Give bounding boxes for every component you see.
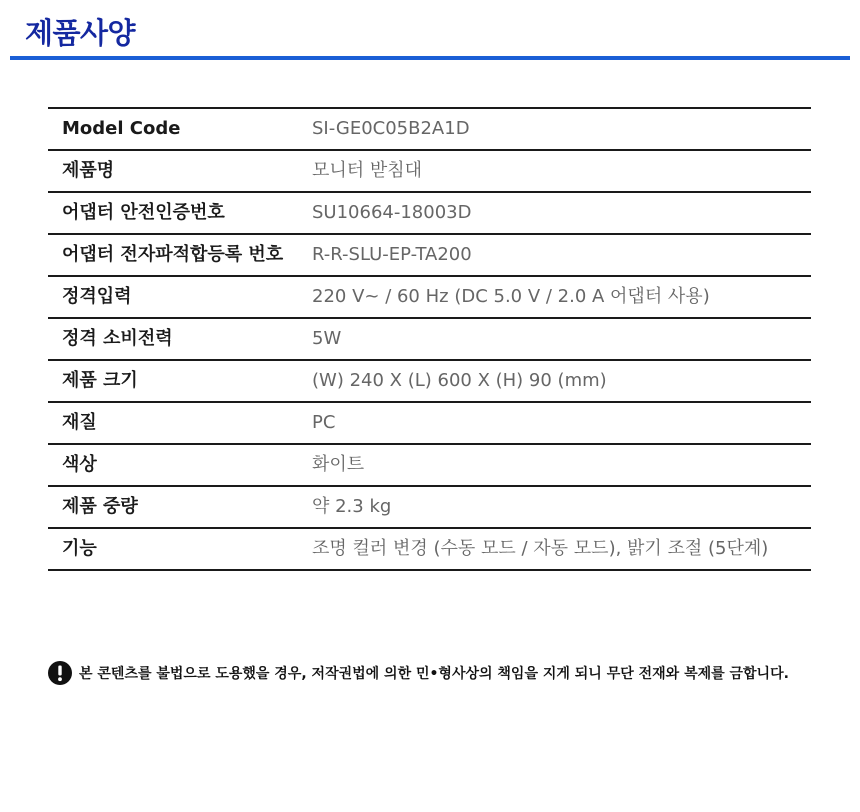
spec-label: 어댑터 안전인증번호 bbox=[62, 202, 225, 223]
spec-table bbox=[48, 107, 811, 571]
spec-value: PC bbox=[312, 412, 336, 433]
spec-row-weight bbox=[48, 486, 811, 528]
spec-row-adapter-emc-registration bbox=[48, 234, 811, 276]
spec-row-adapter-safety-cert bbox=[48, 192, 811, 234]
title-divider bbox=[10, 56, 850, 60]
spec-row-rated-power bbox=[48, 318, 811, 360]
spec-value: 220 V~ / 60 Hz (DC 5.0 V / 2.0 A 어댑터 사용) bbox=[312, 286, 710, 307]
spec-row-material bbox=[48, 402, 811, 444]
spec-label: 제품명 bbox=[62, 160, 115, 181]
copyright-notice bbox=[48, 661, 848, 685]
spec-label: 기능 bbox=[62, 538, 97, 559]
spec-row-dimensions bbox=[48, 360, 811, 402]
spec-row-model-code bbox=[48, 108, 811, 150]
spec-label: 어댑터 전자파적합등록 번호 bbox=[62, 244, 284, 265]
spec-row-product-name bbox=[48, 150, 811, 192]
spec-label: 정격입력 bbox=[62, 286, 132, 307]
spec-value: 약 2.3 kg bbox=[312, 496, 392, 517]
spec-row-color bbox=[48, 444, 811, 486]
spec-value: 5W bbox=[312, 328, 342, 349]
exclamation-circle-icon bbox=[48, 661, 72, 685]
spec-label: 제품 크기 bbox=[62, 370, 138, 391]
spec-value: R-R-SLU-EP-TA200 bbox=[312, 244, 472, 265]
spec-label: 색상 bbox=[62, 454, 97, 475]
spec-row-features bbox=[48, 528, 811, 570]
spec-row-rated-input bbox=[48, 276, 811, 318]
notice-text: 본 콘텐츠를 불법으로 도용했을 경우, 저작권법에 의한 민•형사상의 책임을 지게 되니 무단 전재와 복제를 금합니다. bbox=[79, 666, 789, 682]
spec-value: 조명 컬러 변경 (수동 모드 / 자동 모드), 밝기 조절 (5단계) bbox=[312, 538, 769, 559]
spec-value: SU10664-18003D bbox=[312, 202, 472, 223]
spec-value: SI-GE0C05B2A1D bbox=[312, 118, 470, 139]
spec-value: (W) 240 X (L) 600 X (H) 90 (mm) bbox=[312, 370, 607, 391]
page-title: 제품사양 bbox=[25, 16, 136, 50]
spec-value: 화이트 bbox=[312, 454, 365, 475]
spec-label: 재질 bbox=[62, 412, 97, 433]
spec-label: 제품 중량 bbox=[62, 496, 138, 517]
spec-value: 모니터 받침대 bbox=[312, 160, 423, 181]
spec-label: Model Code bbox=[62, 118, 181, 139]
spec-label: 정격 소비전력 bbox=[62, 328, 173, 349]
